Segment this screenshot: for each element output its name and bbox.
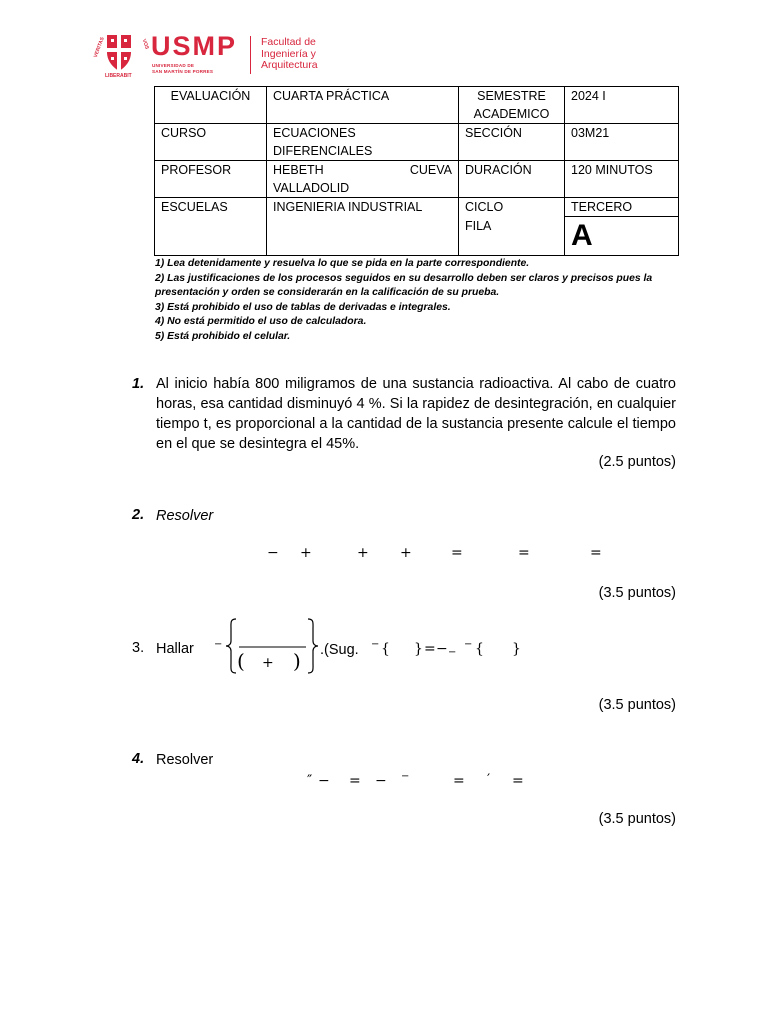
curso-label: CURSO	[155, 124, 267, 161]
question-2-text: Resolver	[156, 508, 214, 524]
duracion-label: DURACIÓN	[459, 161, 565, 198]
svg-text:LIBERABIT: LIBERABIT	[105, 73, 132, 79]
rule-item: 3) Está prohibido el uso de tablas de derivadas e integrales.	[155, 301, 451, 313]
expression-symbol: }	[512, 641, 521, 657]
equation-symbol: +	[357, 545, 369, 561]
question-4-number: 4.	[132, 751, 145, 767]
equation-symbol: =	[453, 773, 465, 789]
usmp-logo	[93, 26, 333, 80]
curso-value-line-1: ECUACIONES	[273, 126, 356, 140]
profesor-value-line-2: VALLADOLID	[273, 181, 350, 195]
logo-divider	[250, 36, 251, 74]
curso-value-line-2: DIFERENCIALES	[273, 144, 373, 158]
semestre-label-line-1: SEMESTRE	[477, 89, 546, 103]
ciclo-label: CICLO	[459, 198, 565, 217]
evaluacion-value: CUARTA PRÁCTICA	[267, 87, 459, 124]
question-4-points: (3.5 puntos)	[598, 811, 676, 827]
expression-symbol: =	[424, 641, 436, 657]
expression-symbol: −	[214, 639, 223, 650]
question-4-text: Resolver	[156, 752, 214, 768]
equation-symbol: =	[512, 773, 524, 789]
question-1-points: (2.5 puntos)	[598, 454, 676, 470]
profesor-value-line-1: HEBETH CUEVA	[273, 163, 452, 177]
brand-name: USMP	[151, 31, 238, 61]
expression-symbol: (	[237, 649, 245, 673]
expression-symbol: −	[371, 639, 380, 650]
evaluacion-label: EVALUACIÓN	[155, 87, 267, 124]
equation-symbol: =	[590, 545, 602, 561]
rule-item: 2) Las justificaciones de los procesos seguidos en su desarrollo deben ser claros y precisos pues la presentación y orden se considerarán en la calificación de su prueba.	[155, 272, 653, 299]
curso-value	[267, 124, 459, 161]
expression-symbol: {	[381, 641, 390, 657]
table-row	[155, 161, 679, 198]
fila-value: A	[565, 217, 679, 256]
equation-symbol: =	[349, 773, 361, 789]
escuelas-label: ESCUELAS	[155, 198, 267, 256]
brand-subtitle-line-1: UNIVERSIDAD DE	[152, 63, 195, 68]
question-1-number: 1.	[132, 376, 145, 392]
equation-symbol: −	[318, 773, 330, 789]
svg-text:VERITAS: VERITAS	[92, 36, 106, 59]
exam-info-table	[154, 86, 679, 256]
faculty-name	[261, 37, 341, 72]
question-1-text: Al inicio había 800 miligramos de una sustancia radioactiva. Al cabo de cuatro horas, esa cantidad disminuyó 4 %. Si la rapidez de desintegración, en cualquier tiempo t, es proporcional a la cantidad de la sustancia presente calcule el tiempo en el que se desintegra el 45%.	[156, 376, 676, 452]
brand-subtitle	[152, 63, 232, 74]
profesor-label: PROFESOR	[155, 161, 267, 198]
expression-symbol: −	[448, 647, 457, 658]
semestre-value: 2024 I	[565, 87, 679, 124]
table-row	[155, 198, 679, 217]
seccion-value: 03M21	[565, 124, 679, 161]
equation-symbol: −	[267, 545, 279, 561]
escuelas-value: INGENIERIA INDUSTRIAL	[267, 198, 459, 256]
expression-symbol: )	[293, 649, 301, 673]
fila-label: FILA	[459, 217, 565, 256]
equation-symbol: +	[400, 545, 412, 561]
equation-symbol: =	[451, 545, 463, 561]
svg-text:VOS: VOS	[140, 38, 150, 51]
rule-item: 1) Lea detenidamente y resuelva lo que se pida en la parte correspondiente.	[155, 258, 530, 269]
semestre-label-line-2: ACADEMICO	[473, 107, 550, 121]
expression-symbol: +	[262, 655, 274, 671]
question-3-number: 3.	[132, 640, 145, 656]
faculty-line-3: Arquitectura	[261, 59, 318, 71]
question-2-number: 2.	[132, 507, 145, 523]
brand-subtitle-line-2: SAN MARTÍN DE PORRES	[152, 68, 214, 74]
faculty-line-2: Ingeniería y	[261, 47, 316, 60]
equation-symbol: ″	[307, 773, 313, 789]
table-row	[155, 87, 679, 124]
table-row	[155, 124, 679, 161]
expression-symbol: {	[475, 641, 484, 657]
question-3-text: Hallar	[156, 641, 194, 657]
ciclo-value: TERCERO	[565, 198, 679, 217]
expression-symbol: }	[414, 641, 423, 657]
equation-symbol: ′	[487, 772, 491, 788]
equation-symbol: +	[300, 545, 312, 561]
expression-symbol: −	[436, 641, 448, 657]
rule-item: 5) Está prohibido el celular.	[155, 330, 291, 342]
faculty-line-1: Facultad de	[261, 36, 316, 48]
rule-item: 4) No está permitido el uso de calculadora.	[155, 316, 367, 328]
question-3-points: (3.5 puntos)	[598, 697, 676, 713]
equation-symbol: −	[401, 771, 410, 782]
seccion-label: SECCIÓN	[459, 124, 565, 161]
expression-symbol: −	[464, 639, 473, 650]
equation-symbol: =	[518, 545, 530, 561]
exam-rules	[155, 257, 677, 345]
equation-symbol: −	[375, 773, 387, 789]
usmp-seal-icon	[92, 26, 150, 79]
profesor-value	[267, 161, 459, 198]
semestre-label	[459, 87, 565, 124]
question-2-points: (3.5 puntos)	[598, 585, 676, 601]
suggestion-label: .(Sug.	[320, 642, 359, 658]
duracion-value: 120 MINUTOS	[565, 161, 679, 198]
